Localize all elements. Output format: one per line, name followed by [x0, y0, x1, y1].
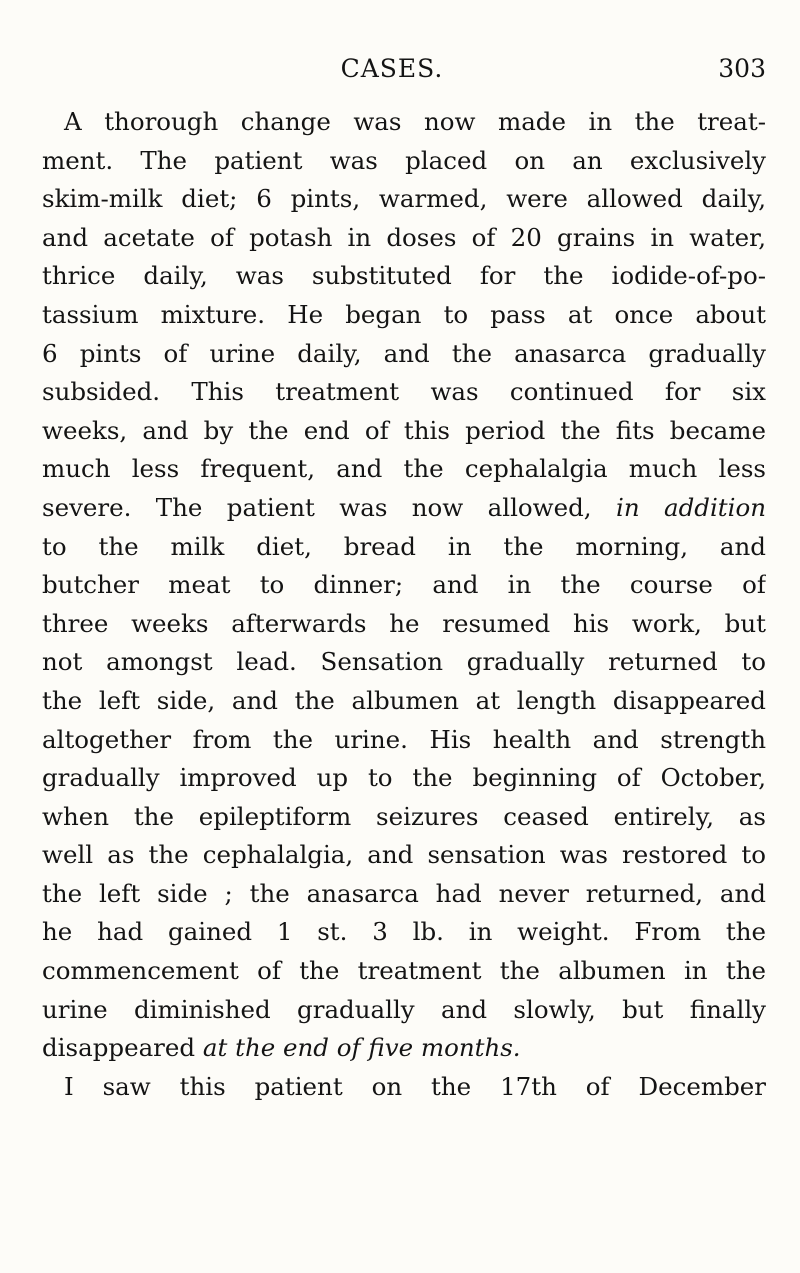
text-line: altogether from the urine. His health and strength — [42, 724, 766, 754]
text-line: commencement of the treatment the albumen in the — [42, 956, 766, 986]
text-line: when the epileptiform seizures ceased entirely, as — [42, 801, 766, 831]
text-line: to the milk diet, bread in the morning, and — [42, 531, 766, 561]
text-line: not amongst lead. Sensation gradually returned to — [42, 647, 766, 677]
running-head — [62, 50, 800, 90]
italic-text: in addition — [615, 492, 766, 522]
text-line: skim-milk diet; 6 pints, warmed, were allowed daily, — [42, 184, 766, 214]
text-line: thrice daily, was substituted for the iodide-of-po- — [42, 261, 766, 291]
text-line: butcher meat to dinner; and in the course of — [42, 570, 766, 600]
text-line: A thorough change was now made in the treat- — [64, 107, 766, 136]
text-line: subsided. This treatment was continued for six — [42, 377, 766, 407]
text-line — [42, 489, 766, 528]
text-line: much less frequent, and the cephalalgia much less — [42, 454, 766, 484]
text-line: he had gained 1 st. 3 lb. in weight. From the — [42, 917, 766, 947]
text-line: three weeks afterwards he resumed his work, but — [42, 608, 766, 638]
text-line: tassium mixture. He began to pass at once about — [42, 299, 766, 329]
text-line: the left side, and the albumen at length disappeared — [42, 685, 766, 715]
text-line: well as the cephalalgia, and sensation was restored to — [42, 840, 766, 870]
text-line: and acetate of potash in doses of 20 grains in water, — [42, 222, 766, 252]
text-line: urine diminished gradually and slowly, but finally — [42, 994, 766, 1024]
text-segment: disappeared — [42, 1033, 196, 1063]
body-text — [42, 103, 766, 1106]
italic-text: at the end of five months. — [202, 1033, 521, 1063]
text-line: gradually improved up to the beginning of October, — [42, 763, 766, 793]
text-line: I saw this patient on the 17th of December — [64, 1071, 766, 1101]
running-title: CASES. — [340, 54, 444, 83]
text-line: the left side ; the anasarca had never returned, and — [42, 878, 766, 908]
page-number: 303 — [718, 54, 766, 83]
text-line: ment. The patient was placed on an exclusively — [42, 145, 766, 175]
text-line: weeks, and by the end of this period the fits became — [42, 415, 766, 445]
text-line: 6 pints of urine daily, and the anasarca gradually — [42, 338, 766, 368]
text-line — [42, 1029, 766, 1068]
text-segment: severe. The patient was now allowed, — [42, 492, 592, 522]
